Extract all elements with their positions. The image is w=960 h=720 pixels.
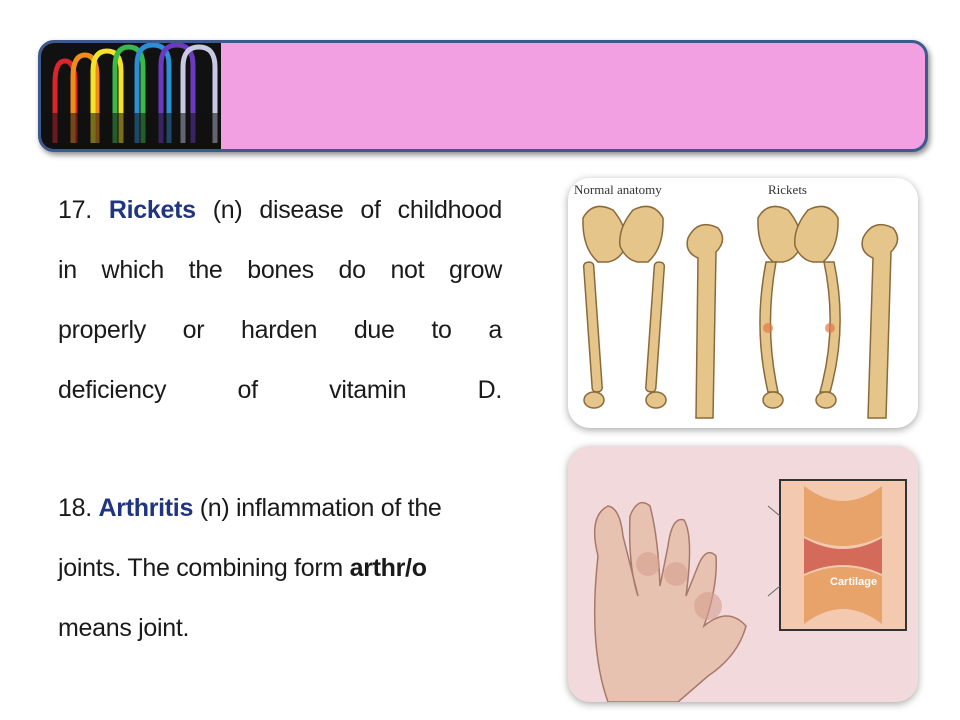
rickets-label: Rickets: [768, 182, 807, 197]
normal-anatomy-label: Normal anatomy: [574, 182, 662, 197]
definition-line: deficiency of vitamin D.: [58, 376, 502, 404]
definition-line: in which the bones do not grow: [58, 256, 502, 284]
title-banner: [38, 40, 928, 152]
hand-joint-drawing: [568, 446, 918, 702]
definition-line: joints. The combining form: [58, 554, 343, 582]
bones-drawing: [568, 178, 918, 428]
definition-line: properly or harden due to a: [58, 316, 502, 344]
item-number: 17.: [58, 196, 92, 224]
term-arthritis: Arthritis: [98, 494, 194, 522]
rickets-definition: [58, 180, 502, 420]
definition-line: means joint.: [58, 614, 190, 642]
item-number: 18.: [58, 494, 92, 522]
combining-form: arthr/o: [349, 554, 427, 582]
rickets-bones-illustration: [568, 178, 918, 428]
part-of-speech: (n): [199, 494, 230, 522]
part-of-speech: (n): [212, 196, 243, 224]
cartilage-label: Cartilage: [830, 576, 878, 588]
arthritis-hand-illustration: [568, 446, 918, 702]
arthritis-definition: [58, 478, 502, 658]
definition-line: disease of childhood: [259, 196, 502, 224]
definition-line: inflammation of the: [236, 494, 442, 522]
term-rickets: Rickets: [108, 196, 196, 224]
banner-light-arcs-image: [41, 43, 229, 149]
